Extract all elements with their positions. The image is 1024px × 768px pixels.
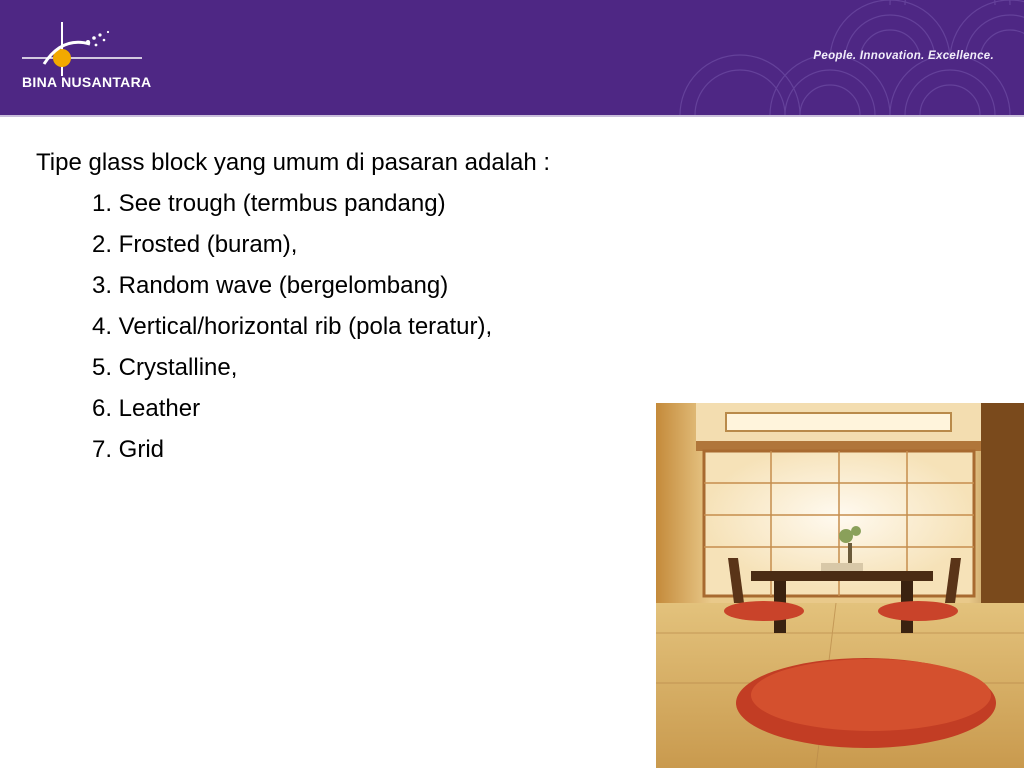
list-item: 2. Frosted (buram),	[92, 231, 298, 258]
header-divider	[0, 115, 1024, 117]
list-item: 7. Grid	[92, 436, 165, 463]
header-banner	[0, 0, 1024, 115]
list-item: 5. Crystalline,	[92, 354, 238, 381]
binus-logo	[22, 20, 192, 100]
intro-text: Tipe glass block yang umum di pasaran adalah :	[36, 149, 551, 176]
slide-content	[36, 142, 676, 470]
tagline: People. Innovation. Excellence.	[813, 50, 994, 62]
list-item: 4. Vertical/horizontal rib (pola teratur),	[92, 313, 493, 340]
list-item: 1. See trough (termbus pandang)	[92, 190, 446, 217]
room-illustration	[656, 403, 1024, 768]
logo-emblem-icon	[22, 20, 142, 76]
japanese-room-photo	[656, 403, 1024, 768]
list-item: 6. Leather	[92, 395, 201, 422]
list-item: 3. Random wave (bergelombang)	[92, 272, 449, 299]
glass-block-type-list	[36, 183, 676, 470]
logo-text: BINA NUSANTARA	[22, 74, 152, 90]
